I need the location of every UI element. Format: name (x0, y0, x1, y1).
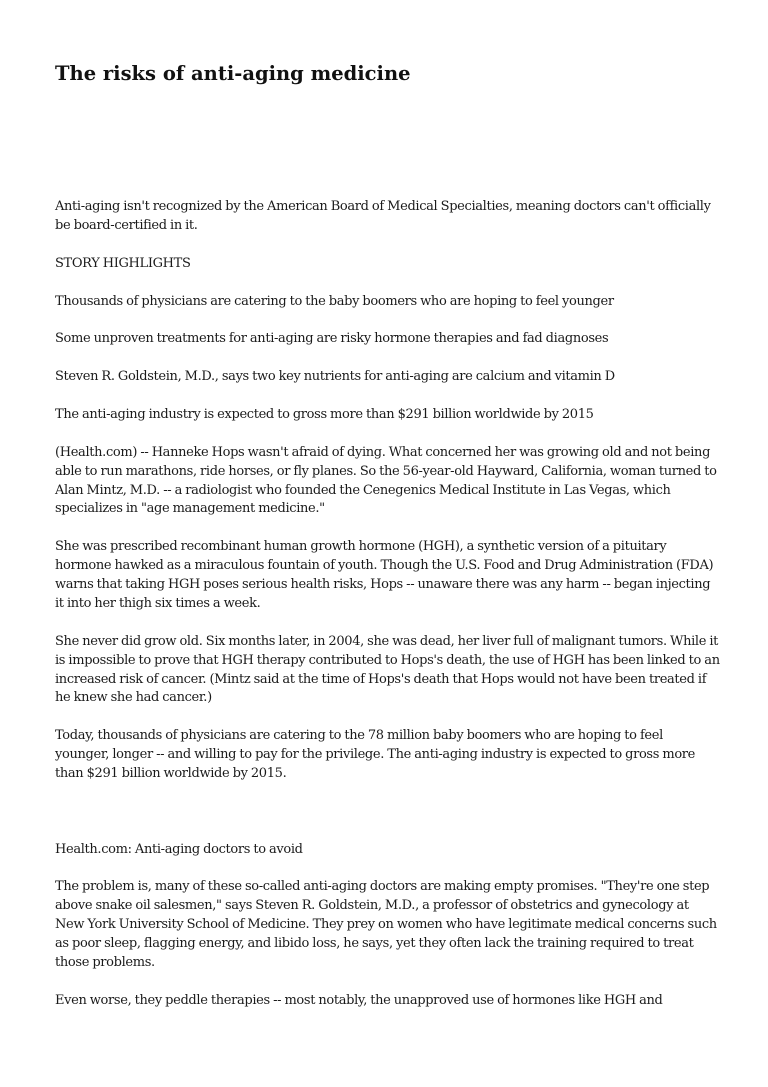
article-paragraph: Today, thousands of physicians are catering to the 78 million baby boomers who are hoping to feel younger, longer -- and willing to pay for the privilege. The anti-aging industry is expected to gross more than $291 billion worldwide by 2015. (55, 728, 696, 782)
article-body (55, 198, 720, 1030)
page-title: The risks of anti-aging medicine (55, 62, 411, 85)
highlight-item: Some unproven treatments for anti-aging are risky hormone therapies and fad diagnoses (55, 331, 609, 347)
related-link-text: Health.com: Anti-aging doctors to avoid (55, 841, 303, 857)
highlight-item: The anti-aging industry is expected to gross more than $291 billion worldwide by 2015 (55, 406, 594, 422)
article-paragraph: She never did grow old. Six months later, in 2004, she was dead, her liver full of malignant tumors. While it is impossible to prove that HGH therapy contributed to Hops's death, the use of HGH has been linked to an increased risk of cancer. (Mintz said at the time of Hops's death that Hops would not have been treated if he knew she had cancer.) (55, 633, 720, 706)
highlight-item: Thousands of physicians are catering to the baby boomers who are hoping to feel younger (55, 293, 614, 309)
article-paragraph: She was prescribed recombinant human growth hormone (HGH), a synthetic version of a pituitary hormone hawked as a miraculous fountain of youth. Though the U.S. Food and Drug Administration (FDA) warns that taking HGH poses serious health risks, Hops -- unaware there was any harm -- began injecting it into her thigh six times a week. (55, 539, 714, 611)
highlight-item: Steven R. Goldstein, M.D., says two key nutrients for anti-aging are calcium and vitamin D (55, 369, 615, 385)
intro-paragraph: Anti-aging isn't recognized by the American Board of Medical Specialties, meaning doctors can't officially be board-certified in it. (55, 199, 711, 233)
article-paragraph: (Health.com) -- Hanneke Hops wasn't afraid of dying. What concerned her was growing old and not being able to run marathons, ride horses, or fly planes. So the 56-year-old Hayward, California, woman turned to Alan Mintz, M.D. -- a radiologist who founded the Cenegenics Medical Institute in Las Vegas, which specializes in "age management medicine." (55, 444, 717, 517)
article-paragraph: Even worse, they peddle therapies -- most notably, the unapproved use of hormones like HGH and (55, 992, 663, 1008)
article-paragraph: The problem is, many of these so-called anti-aging doctors are making empty promises. "They're one step above snake oil salesmen," says Steven R. Goldstein, M.D., a professor of obstetrics and gynecology at New York University School of Medicine. They prey on women who have legitimate medical concerns such as poor sleep, flagging energy, and libido loss, he says, yet they often lack the training required to treat those problems. (55, 879, 717, 971)
story-highlights-heading: STORY HIGHLIGHTS (55, 255, 191, 271)
